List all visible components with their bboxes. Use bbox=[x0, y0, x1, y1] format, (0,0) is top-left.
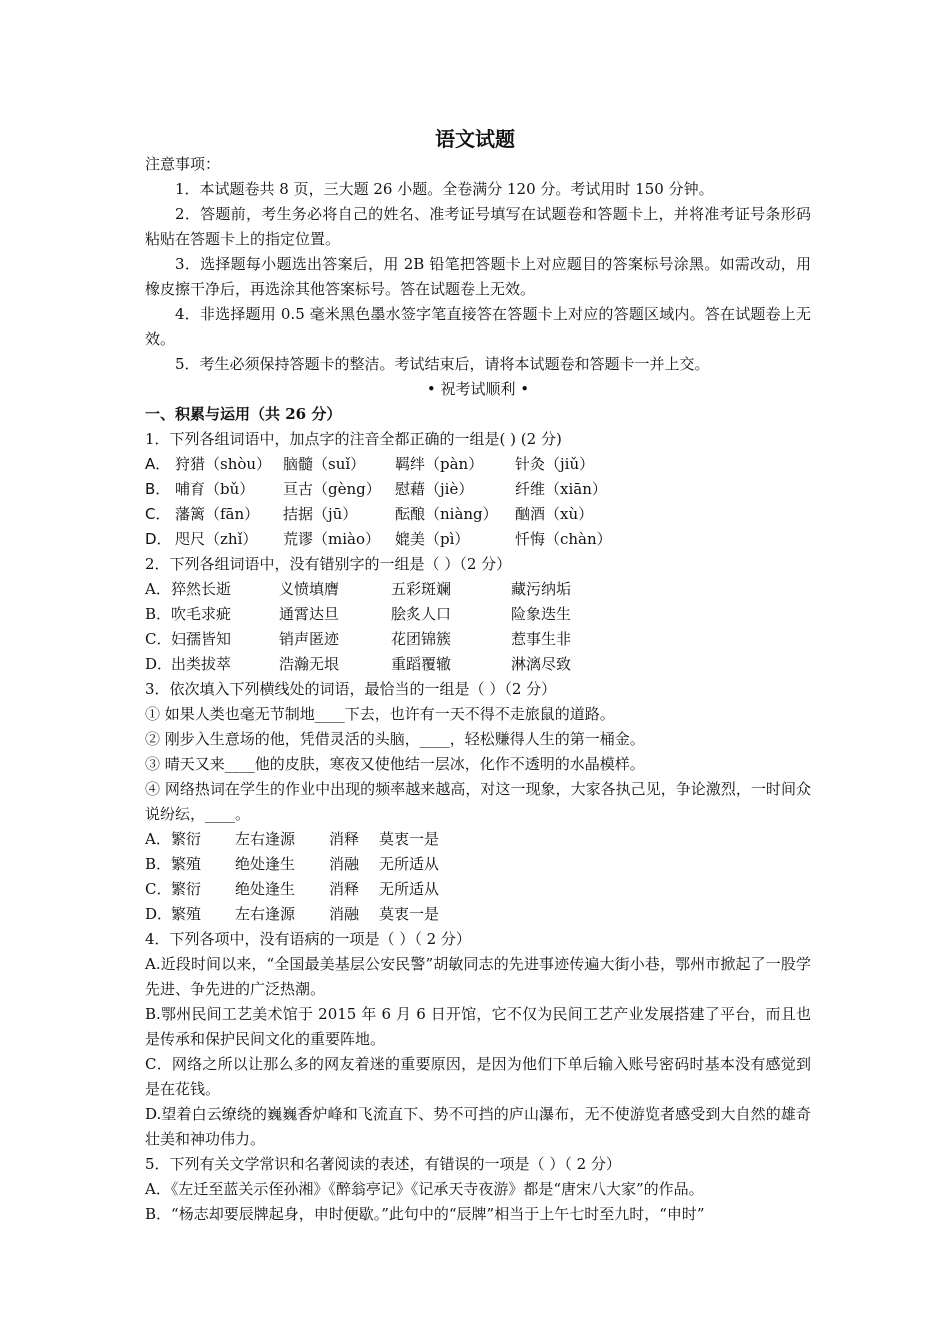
answer-option bbox=[145, 502, 811, 527]
option-item: 咫尺（zhǐ） bbox=[175, 530, 258, 548]
question-stem: 3．依次填入下列横线处的词语，最恰当的一组是（ ）（2 分） bbox=[145, 680, 557, 698]
option-item: 无所适从 bbox=[379, 855, 440, 873]
option-item: 消融 bbox=[329, 855, 360, 873]
notice-item: 1．本试题卷共 8 页，三大题 26 小题。全卷满分 120 分。考试用时 150 分钟。 bbox=[175, 180, 714, 198]
option-item: 纤维（xiān） bbox=[515, 480, 607, 498]
question-sentence: ④ 网络热词在学生的作业中出现的频率越来越高，对这一现象，大家各执己见，争论激烈，一时间众说纷纭，____。 bbox=[145, 780, 811, 823]
option-label: C． bbox=[145, 880, 172, 898]
option-item: 繁殖 bbox=[171, 905, 202, 923]
option-label: D． bbox=[145, 905, 173, 923]
option-label: B． bbox=[145, 605, 172, 623]
question-sentence: ① 如果人类也毫无节制地____下去，也许有一天不得不走旅鼠的道路。 bbox=[145, 705, 615, 723]
option-item: 五彩斑斓 bbox=[391, 580, 452, 598]
option-item: 猝然长逝 bbox=[171, 580, 232, 598]
answer-option: A．《左迁至蓝关示侄孙湘》《醉翁亭记》《记承天寺夜游》都是“唐宋八大家”的作品。 bbox=[145, 1180, 704, 1198]
answer-option bbox=[145, 477, 811, 502]
option-item: 忏悔（chàn） bbox=[515, 530, 612, 548]
option-item: 妇孺皆知 bbox=[171, 630, 232, 648]
option-item: 莫衷一是 bbox=[379, 905, 440, 923]
option-label: C． bbox=[145, 630, 172, 648]
option-item: 绝处逢生 bbox=[235, 880, 296, 898]
question-stem: 5．下列有关文学常识和名著阅读的表述，有错误的一项是（ ）（ 2 分） bbox=[145, 1155, 621, 1173]
notice-item: 5．考生必须保持答题卡的整洁。考试结束后，请将本试题卷和答题卡一并上交。 bbox=[175, 355, 710, 373]
option-label: B． bbox=[145, 480, 171, 498]
answer-option bbox=[145, 827, 811, 852]
section-heading: 一、积累与运用（共 26 分） bbox=[145, 405, 342, 423]
option-label: A． bbox=[145, 580, 171, 598]
option-item: 左右逢源 bbox=[235, 830, 296, 848]
notice-item: 3．选择题每小题选出答案后，用 2B 铅笔把答题卡上对应题目的答案标号涂黑。如需改动，用橡皮擦干净后，再选涂其他答案标号。答在试题卷上无效。 bbox=[145, 255, 811, 298]
option-item: 绝处逢生 bbox=[235, 855, 296, 873]
option-item: 酝酿（niàng） bbox=[395, 505, 498, 523]
question-stem: 4．下列各项中，没有语病的一项是（ ）（ 2 分） bbox=[145, 930, 471, 948]
option-label: B． bbox=[145, 855, 172, 873]
option-item: 通霄达旦 bbox=[279, 605, 340, 623]
option-item: 繁衍 bbox=[171, 830, 202, 848]
option-item: 花团锦簇 bbox=[391, 630, 452, 648]
option-item: 莫衷一是 bbox=[379, 830, 440, 848]
option-item: 酗酒（xù） bbox=[515, 505, 594, 523]
notice-item: 4．非选择题用 0.5 毫米黑色墨水签字笔直接答在答题卡上对应的答题区域内。答在试题卷上无效。 bbox=[145, 305, 811, 348]
option-label: A． bbox=[145, 455, 171, 473]
exam-wish: • 祝考试顺利 • bbox=[426, 380, 530, 398]
answer-option bbox=[145, 852, 811, 877]
option-item: 脑髓（suǐ） bbox=[283, 455, 366, 473]
option-item: 拮据（jū） bbox=[283, 505, 358, 523]
answer-option bbox=[145, 652, 811, 677]
option-item: 消释 bbox=[329, 830, 360, 848]
question-stem: 2．下列各组词语中，没有错别字的一组是（ ）（2 分） bbox=[145, 555, 512, 573]
answer-option: B．“杨志却要辰牌起身，申时便歇。”此句中的“辰牌”相当于上午七时至九时，“申时” bbox=[145, 1205, 705, 1223]
answer-option: B.鄂州民间工艺美术馆于 2015 年 6 月 6 日开馆，它不仅为民间工艺产业发展搭建了平台，而且也是传承和保护民间文化的重要阵地。 bbox=[145, 1005, 811, 1048]
option-item: 出类拔萃 bbox=[171, 655, 232, 673]
exam-content bbox=[145, 152, 811, 1227]
answer-option bbox=[145, 627, 811, 652]
option-item: 亘古（gèng） bbox=[283, 480, 381, 498]
option-item: 藩篱（fān） bbox=[175, 505, 260, 523]
option-item: 左右逢源 bbox=[235, 905, 296, 923]
option-item: 销声匿迹 bbox=[279, 630, 340, 648]
option-item: 浩瀚无垠 bbox=[279, 655, 340, 673]
option-item: 繁殖 bbox=[171, 855, 202, 873]
answer-option: A.近段时间以来，“全国最美基层公安民警”胡敏同志的先进事迹传遍大街小巷，鄂州市掀起了一股学先进、争先进的广泛热潮。 bbox=[145, 955, 811, 998]
option-item: 羁绊（pàn） bbox=[395, 455, 484, 473]
answer-option bbox=[145, 877, 811, 902]
option-item: 义愤填膺 bbox=[279, 580, 340, 598]
option-item: 无所适从 bbox=[379, 880, 440, 898]
option-item: 针灸（jiǔ） bbox=[515, 455, 595, 473]
answer-option bbox=[145, 527, 811, 552]
option-label: D． bbox=[145, 655, 173, 673]
option-label: A． bbox=[145, 830, 171, 848]
option-item: 脍炙人口 bbox=[391, 605, 452, 623]
question-stem: 1．下列各组词语中，加点字的注音全都正确的一组是( ) (2 分) bbox=[145, 430, 562, 448]
answer-option: D.望着白云缭绕的巍巍香炉峰和飞流直下、势不可挡的庐山瀑布，无不使游览者感受到大自然的雄奇壮美和神功伟力。 bbox=[145, 1105, 811, 1148]
option-item: 慰藉（jiè） bbox=[395, 480, 474, 498]
answer-option bbox=[145, 602, 811, 627]
option-item: 荒谬（miào） bbox=[283, 530, 380, 548]
option-item: 繁衍 bbox=[171, 880, 202, 898]
option-label: D． bbox=[145, 530, 172, 548]
option-item: 媲美（pì） bbox=[395, 530, 470, 548]
option-item: 藏污纳垢 bbox=[511, 580, 572, 598]
option-label: C． bbox=[145, 505, 171, 523]
notice-item: 2．答题前，考生务必将自己的姓名、准考证号填写在试题卷和答题卡上，并将准考证号条形码粘贴在答题卡上的指定位置。 bbox=[145, 205, 811, 248]
option-item: 淋漓尽致 bbox=[511, 655, 572, 673]
option-item: 消释 bbox=[329, 880, 360, 898]
page-title: 语文试题 bbox=[435, 127, 515, 151]
option-item: 哺育（bǔ） bbox=[175, 480, 255, 498]
option-item: 惹事生非 bbox=[511, 630, 572, 648]
answer-option bbox=[145, 902, 811, 927]
answer-option bbox=[145, 577, 811, 602]
option-item: 重蹈覆辙 bbox=[391, 655, 452, 673]
option-item: 吹毛求疵 bbox=[171, 605, 232, 623]
option-item: 消融 bbox=[329, 905, 360, 923]
question-sentence: ② 刚步入生意场的他，凭借灵活的头脑，____，轻松赚得人生的第一桶金。 bbox=[145, 730, 645, 748]
answer-option bbox=[145, 452, 811, 477]
question-sentence: ③ 晴天又来____他的皮肤，寒夜又使他结一层冰，化作不透明的水晶模样。 bbox=[145, 755, 645, 773]
notice-heading: 注意事项： bbox=[145, 155, 221, 173]
option-item: 险象迭生 bbox=[511, 605, 572, 623]
answer-option: C．网络之所以让那么多的网友着迷的重要原因，是因为他们下单后输入账号密码时基本没有感觉到是在花钱。 bbox=[145, 1055, 811, 1098]
option-item: 狩猎（shòu） bbox=[175, 455, 272, 473]
